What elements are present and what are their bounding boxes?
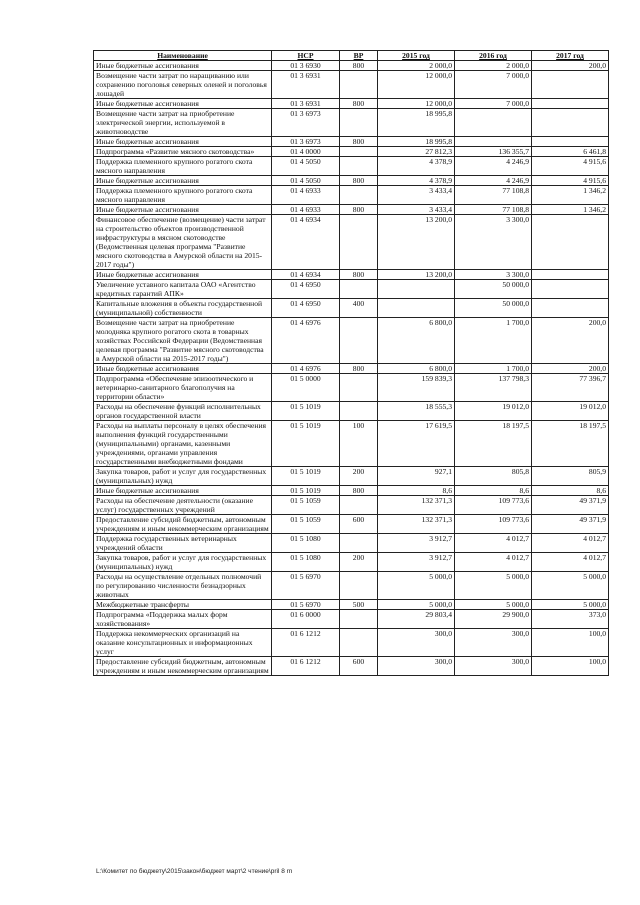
row-2015-cell: 3 912,7 bbox=[378, 534, 455, 553]
row-2015-cell: 6 800,0 bbox=[378, 318, 455, 364]
row-2017-cell: 1 346,2 bbox=[532, 205, 609, 215]
row-2015-cell: 17 619,5 bbox=[378, 421, 455, 467]
row-2016-cell: 109 773,6 bbox=[455, 515, 532, 534]
row-vr-cell bbox=[340, 374, 378, 402]
row-2016-cell: 8,6 bbox=[455, 486, 532, 496]
row-2017-cell bbox=[532, 299, 609, 318]
header-name: Наименование bbox=[94, 51, 272, 61]
row-vr-cell: 800 bbox=[340, 176, 378, 186]
row-name-cell: Расходы на обеспечение функций исполнительных органов государственной власти bbox=[94, 402, 272, 421]
row-2015-cell: 3 433,4 bbox=[378, 205, 455, 215]
header-2015: 2015 год bbox=[378, 51, 455, 61]
row-2015-cell: 927,1 bbox=[378, 467, 455, 486]
table-row bbox=[94, 534, 609, 553]
row-2016-cell: 50 000,0 bbox=[455, 299, 532, 318]
row-ncr-cell: 01 5 1080 bbox=[272, 553, 340, 572]
row-2015-cell: 159 839,3 bbox=[378, 374, 455, 402]
row-ncr-cell: 01 4 6934 bbox=[272, 215, 340, 270]
file-path-footer: L:\Комитет по бюджету\2015\закон\бюджет март\2 чтение\pril 8 rn bbox=[96, 868, 293, 875]
row-vr-cell bbox=[340, 71, 378, 99]
row-2017-cell: 200,0 bbox=[532, 61, 609, 71]
row-ncr-cell: 01 5 1019 bbox=[272, 421, 340, 467]
row-2015-cell: 132 371,3 bbox=[378, 515, 455, 534]
row-2017-cell: 4 915,6 bbox=[532, 176, 609, 186]
row-2016-cell: 18 197,5 bbox=[455, 421, 532, 467]
row-name-cell: Предоставление субсидий бюджетным, автономным учреждениям и иным некоммерческим организациям bbox=[94, 515, 272, 534]
row-2015-cell bbox=[378, 299, 455, 318]
row-vr-cell: 800 bbox=[340, 270, 378, 280]
row-name-cell: Поддержка племенного крупного рогатого скота мясного направления bbox=[94, 157, 272, 176]
row-2017-cell bbox=[532, 270, 609, 280]
row-2017-cell: 1 346,2 bbox=[532, 186, 609, 205]
row-ncr-cell: 01 4 6976 bbox=[272, 318, 340, 364]
row-ncr-cell: 01 4 6933 bbox=[272, 186, 340, 205]
row-ncr-cell: 01 4 5050 bbox=[272, 176, 340, 186]
row-ncr-cell: 01 4 6950 bbox=[272, 299, 340, 318]
row-2016-cell: 1 700,0 bbox=[455, 318, 532, 364]
row-2015-cell: 13 200,0 bbox=[378, 215, 455, 270]
table-row bbox=[94, 318, 609, 364]
row-2017-cell bbox=[532, 99, 609, 109]
row-2017-cell: 8,6 bbox=[532, 486, 609, 496]
row-2016-cell: 4 246,9 bbox=[455, 176, 532, 186]
table-row bbox=[94, 270, 609, 280]
row-ncr-cell: 01 5 1019 bbox=[272, 402, 340, 421]
row-2015-cell: 12 000,0 bbox=[378, 99, 455, 109]
table-row bbox=[94, 280, 609, 299]
row-2016-cell: 5 000,0 bbox=[455, 600, 532, 610]
row-2015-cell: 8,6 bbox=[378, 486, 455, 496]
row-vr-cell bbox=[340, 147, 378, 157]
row-2015-cell: 27 812,3 bbox=[378, 147, 455, 157]
budget-table bbox=[93, 50, 609, 676]
header-vr: ВР bbox=[340, 51, 378, 61]
row-2015-cell: 4 378,9 bbox=[378, 176, 455, 186]
row-vr-cell: 800 bbox=[340, 99, 378, 109]
row-vr-cell: 600 bbox=[340, 657, 378, 676]
row-ncr-cell: 01 4 0000 bbox=[272, 147, 340, 157]
row-2017-cell: 100,0 bbox=[532, 629, 609, 657]
row-2017-cell: 18 197,5 bbox=[532, 421, 609, 467]
table-row bbox=[94, 147, 609, 157]
row-ncr-cell: 01 5 0000 bbox=[272, 374, 340, 402]
row-name-cell: Закупка товаров, работ и услуг для государственных (муниципальных) нужд bbox=[94, 467, 272, 486]
row-vr-cell: 800 bbox=[340, 137, 378, 147]
row-2016-cell: 3 300,0 bbox=[455, 270, 532, 280]
row-2017-cell: 200,0 bbox=[532, 318, 609, 364]
row-2017-cell: 49 371,9 bbox=[532, 496, 609, 515]
row-2017-cell: 5 000,0 bbox=[532, 572, 609, 600]
row-vr-cell bbox=[340, 318, 378, 364]
row-2017-cell: 6 461,8 bbox=[532, 147, 609, 157]
row-ncr-cell: 01 5 1019 bbox=[272, 486, 340, 496]
row-2016-cell: 300,0 bbox=[455, 657, 532, 676]
header-2016: 2016 год bbox=[455, 51, 532, 61]
row-2015-cell: 300,0 bbox=[378, 657, 455, 676]
row-2016-cell bbox=[455, 137, 532, 147]
table-row bbox=[94, 205, 609, 215]
table-row bbox=[94, 657, 609, 676]
row-vr-cell bbox=[340, 572, 378, 600]
row-2016-cell: 29 900,0 bbox=[455, 610, 532, 629]
row-2015-cell: 29 803,4 bbox=[378, 610, 455, 629]
row-name-cell: Иные бюджетные ассигнования bbox=[94, 176, 272, 186]
row-name-cell: Иные бюджетные ассигнования bbox=[94, 486, 272, 496]
row-2016-cell: 4 246,9 bbox=[455, 157, 532, 176]
row-vr-cell bbox=[340, 610, 378, 629]
table-row bbox=[94, 421, 609, 467]
row-2017-cell bbox=[532, 137, 609, 147]
row-2015-cell: 18 995,8 bbox=[378, 109, 455, 137]
row-2016-cell: 136 355,7 bbox=[455, 147, 532, 157]
row-name-cell: Подпрограмма «Обеспечение эпизоотического и ветеринарно-санитарного благополучия на территории области» bbox=[94, 374, 272, 402]
row-ncr-cell: 01 5 1059 bbox=[272, 515, 340, 534]
row-2015-cell: 132 371,3 bbox=[378, 496, 455, 515]
row-2017-cell: 805,9 bbox=[532, 467, 609, 486]
row-ncr-cell: 01 5 6970 bbox=[272, 600, 340, 610]
table-row bbox=[94, 572, 609, 600]
row-2015-cell: 6 800,0 bbox=[378, 364, 455, 374]
table-row bbox=[94, 496, 609, 515]
row-2016-cell: 300,0 bbox=[455, 629, 532, 657]
row-vr-cell bbox=[340, 109, 378, 137]
table-row bbox=[94, 99, 609, 109]
row-2016-cell: 137 798,3 bbox=[455, 374, 532, 402]
row-2016-cell: 50 000,0 bbox=[455, 280, 532, 299]
row-ncr-cell: 01 5 6970 bbox=[272, 572, 340, 600]
row-2017-cell: 49 371,9 bbox=[532, 515, 609, 534]
row-name-cell: Возмещение части затрат на приобретение электрической энергии, используемой в животноводстве bbox=[94, 109, 272, 137]
row-2015-cell: 12 000,0 bbox=[378, 71, 455, 99]
row-name-cell: Увеличение уставного капитала ОАО «Агентство кредитных гарантий АПК» bbox=[94, 280, 272, 299]
row-vr-cell bbox=[340, 402, 378, 421]
row-2016-cell bbox=[455, 109, 532, 137]
row-vr-cell bbox=[340, 496, 378, 515]
row-2016-cell: 77 108,8 bbox=[455, 205, 532, 215]
row-2017-cell: 19 012,0 bbox=[532, 402, 609, 421]
row-2016-cell: 7 000,0 bbox=[455, 99, 532, 109]
row-2016-cell: 4 012,7 bbox=[455, 553, 532, 572]
row-ncr-cell: 01 4 6976 bbox=[272, 364, 340, 374]
row-name-cell: Закупка товаров, работ и услуг для государственных (муниципальных) нужд bbox=[94, 553, 272, 572]
row-vr-cell bbox=[340, 629, 378, 657]
row-name-cell: Финансовое обеспечение (возмещение) части затрат на строительство объектов производственной инфраструктуры в мясном скотоводстве (Ведомственная целевая программа "Развитие мясного скотоводства в Амурской области на 2015-2017 годы") bbox=[94, 215, 272, 270]
table-row bbox=[94, 186, 609, 205]
row-name-cell: Предоставление субсидий бюджетным, автономным учреждениям и иным некоммерческим организациям bbox=[94, 657, 272, 676]
row-2017-cell bbox=[532, 280, 609, 299]
table-row bbox=[94, 157, 609, 176]
row-vr-cell: 200 bbox=[340, 553, 378, 572]
row-ncr-cell: 01 4 6933 bbox=[272, 205, 340, 215]
table-row bbox=[94, 215, 609, 270]
row-2015-cell: 18 555,3 bbox=[378, 402, 455, 421]
row-2015-cell: 5 000,0 bbox=[378, 600, 455, 610]
row-2015-cell: 300,0 bbox=[378, 629, 455, 657]
row-ncr-cell: 01 6 1212 bbox=[272, 657, 340, 676]
row-name-cell: Иные бюджетные ассигнования bbox=[94, 364, 272, 374]
row-name-cell: Подпрограмма «Развитие мясного скотоводства» bbox=[94, 147, 272, 157]
row-2015-cell: 3 912,7 bbox=[378, 553, 455, 572]
row-2017-cell: 4 012,7 bbox=[532, 553, 609, 572]
table-row bbox=[94, 176, 609, 186]
row-2015-cell: 18 995,8 bbox=[378, 137, 455, 147]
row-ncr-cell: 01 5 1019 bbox=[272, 467, 340, 486]
row-2016-cell: 5 000,0 bbox=[455, 572, 532, 600]
row-vr-cell: 800 bbox=[340, 364, 378, 374]
row-vr-cell: 800 bbox=[340, 61, 378, 71]
table-row bbox=[94, 486, 609, 496]
row-vr-cell bbox=[340, 186, 378, 205]
row-ncr-cell: 01 6 0000 bbox=[272, 610, 340, 629]
row-2017-cell: 373,0 bbox=[532, 610, 609, 629]
row-2017-cell: 4 915,6 bbox=[532, 157, 609, 176]
row-name-cell: Поддержка племенного крупного рогатого скота мясного направления bbox=[94, 186, 272, 205]
row-2016-cell: 4 012,7 bbox=[455, 534, 532, 553]
table-row bbox=[94, 299, 609, 318]
row-name-cell: Иные бюджетные ассигнования bbox=[94, 205, 272, 215]
table-row bbox=[94, 109, 609, 137]
row-2017-cell: 4 012,7 bbox=[532, 534, 609, 553]
row-vr-cell: 400 bbox=[340, 299, 378, 318]
row-name-cell: Иные бюджетные ассигнования bbox=[94, 99, 272, 109]
row-2016-cell: 7 000,0 bbox=[455, 71, 532, 99]
row-2015-cell bbox=[378, 280, 455, 299]
row-ncr-cell: 01 3 6930 bbox=[272, 61, 340, 71]
row-ncr-cell: 01 3 6931 bbox=[272, 71, 340, 99]
table-row bbox=[94, 71, 609, 99]
row-ncr-cell: 01 5 1059 bbox=[272, 496, 340, 515]
row-2017-cell: 77 396,7 bbox=[532, 374, 609, 402]
row-vr-cell bbox=[340, 215, 378, 270]
row-2016-cell: 2 000,0 bbox=[455, 61, 532, 71]
row-2017-cell bbox=[532, 71, 609, 99]
row-2017-cell: 5 000,0 bbox=[532, 600, 609, 610]
row-ncr-cell: 01 4 6934 bbox=[272, 270, 340, 280]
row-name-cell: Расходы на выплаты персоналу в целях обеспечения выполнения функций государственными (муниципальными) органами, казенными учреждениями, органами управления государственными внебюджетными фондами bbox=[94, 421, 272, 467]
row-2015-cell: 2 000,0 bbox=[378, 61, 455, 71]
table-row bbox=[94, 467, 609, 486]
row-vr-cell: 200 bbox=[340, 467, 378, 486]
row-name-cell: Возмещение части затрат на приобретение молодняка крупного рогатого скота в товарных хозяйствах Российской Федерации (Ведомственная целевая программа "Развитие мясного скотоводства в Амурской области на 2015-2017 годы") bbox=[94, 318, 272, 364]
row-vr-cell bbox=[340, 280, 378, 299]
row-2017-cell bbox=[532, 109, 609, 137]
row-name-cell: Капитальные вложения в объекты государственной (муниципальной) собственности bbox=[94, 299, 272, 318]
row-2016-cell: 1 700,0 bbox=[455, 364, 532, 374]
row-ncr-cell: 01 4 5050 bbox=[272, 157, 340, 176]
header-ncr: НСР bbox=[272, 51, 340, 61]
row-2015-cell: 5 000,0 bbox=[378, 572, 455, 600]
row-vr-cell bbox=[340, 157, 378, 176]
table-row bbox=[94, 402, 609, 421]
table-row bbox=[94, 610, 609, 629]
row-2016-cell: 77 108,8 bbox=[455, 186, 532, 205]
row-2015-cell: 13 200,0 bbox=[378, 270, 455, 280]
table-header-row bbox=[94, 51, 609, 61]
row-name-cell: Расходы на осуществление отдельных полномочий по регулированию численности безнадзорных животных bbox=[94, 572, 272, 600]
table-row bbox=[94, 600, 609, 610]
row-name-cell: Подпрограмма «Поддержка малых форм хозяйствования» bbox=[94, 610, 272, 629]
row-2015-cell: 3 433,4 bbox=[378, 186, 455, 205]
row-name-cell: Расходы на обеспечение деятельности (оказание услуг) государственных учреждений bbox=[94, 496, 272, 515]
row-2015-cell: 4 378,9 bbox=[378, 157, 455, 176]
table-row bbox=[94, 364, 609, 374]
row-vr-cell: 600 bbox=[340, 515, 378, 534]
table-row bbox=[94, 374, 609, 402]
row-name-cell: Поддержка государственных ветеринарных учреждений области bbox=[94, 534, 272, 553]
row-2016-cell: 19 012,0 bbox=[455, 402, 532, 421]
row-vr-cell: 800 bbox=[340, 486, 378, 496]
row-2016-cell: 109 773,6 bbox=[455, 496, 532, 515]
row-name-cell: Поддержка некоммерческих организаций на оказание консультационных и информационных услуг bbox=[94, 629, 272, 657]
row-vr-cell: 800 bbox=[340, 205, 378, 215]
row-2016-cell: 805,8 bbox=[455, 467, 532, 486]
row-ncr-cell: 01 3 6973 bbox=[272, 109, 340, 137]
row-ncr-cell: 01 4 6950 bbox=[272, 280, 340, 299]
row-2016-cell: 3 300,0 bbox=[455, 215, 532, 270]
row-name-cell: Возмещение части затрат по наращиванию или сохранению поголовья северных оленей и поголовья лошадей bbox=[94, 71, 272, 99]
table-row bbox=[94, 61, 609, 71]
row-name-cell: Межбюджетные трансферты bbox=[94, 600, 272, 610]
row-vr-cell: 500 bbox=[340, 600, 378, 610]
row-name-cell: Иные бюджетные ассигнования bbox=[94, 270, 272, 280]
budget-document bbox=[93, 50, 608, 676]
row-vr-cell: 100 bbox=[340, 421, 378, 467]
row-ncr-cell: 01 5 1080 bbox=[272, 534, 340, 553]
row-2017-cell: 200,0 bbox=[532, 364, 609, 374]
row-name-cell: Иные бюджетные ассигнования bbox=[94, 137, 272, 147]
row-2017-cell: 100,0 bbox=[532, 657, 609, 676]
header-2017: 2017 год bbox=[532, 51, 609, 61]
row-ncr-cell: 01 3 6931 bbox=[272, 99, 340, 109]
table-row bbox=[94, 137, 609, 147]
table-row bbox=[94, 629, 609, 657]
row-ncr-cell: 01 3 6973 bbox=[272, 137, 340, 147]
row-ncr-cell: 01 6 1212 bbox=[272, 629, 340, 657]
row-name-cell: Иные бюджетные ассигнования bbox=[94, 61, 272, 71]
table-row bbox=[94, 553, 609, 572]
table-row bbox=[94, 515, 609, 534]
row-2017-cell bbox=[532, 215, 609, 270]
row-vr-cell bbox=[340, 534, 378, 553]
